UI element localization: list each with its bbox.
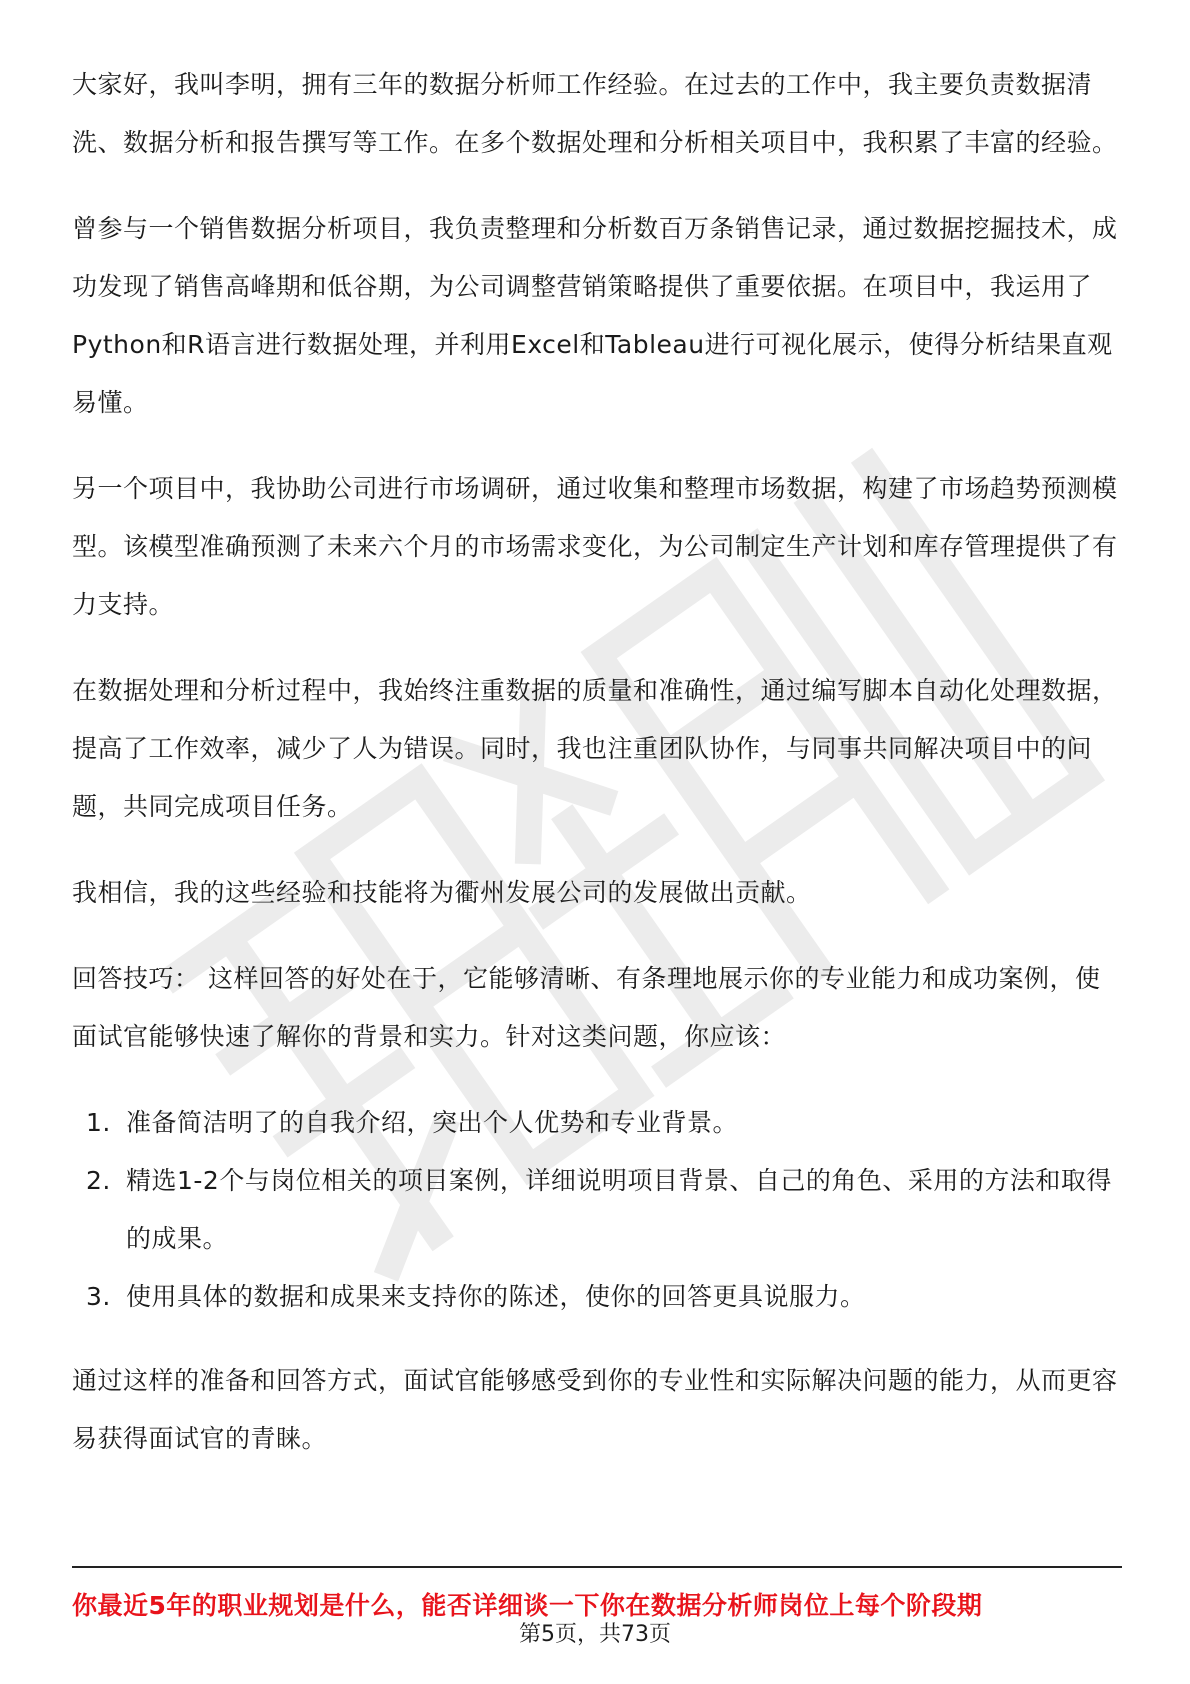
list-item <box>72 1094 1122 1152</box>
paragraph-closing: 通过这样的准备和回答方式，面试官能够感受到你的专业性和实际解决问题的能力，从而更容易获得面试官的青睐。 <box>72 1366 1118 1453</box>
paragraph-market-project: 另一个项目中，我协助公司进行市场调研，通过收集和整理市场数据，构建了市场趋势预测模型。该模型准确预测了未来六个月的市场需求变化，为公司制定生产计划和库存管理提供了有力支持。 <box>72 474 1118 619</box>
list-item <box>72 1268 1122 1326</box>
paragraph-intro: 大家好，我叫李明，拥有三年的数据分析师工作经验。在过去的工作中，我主要负责数据清洗、数据分析和报告撰写等工作。在多个数据处理和分析相关项目中，我积累了丰富的经验。 <box>72 70 1118 157</box>
next-question-heading: 你最近5年的职业规划是什么，能否详细谈一下你在数据分析师岗位上每个阶段期 <box>72 1591 983 1620</box>
list-item-number: 3. <box>86 1282 111 1311</box>
paragraph-data-quality: 在数据处理和分析过程中，我始终注重数据的质量和准确性，通过编写脚本自动化处理数据，提高了工作效率，减少了人为错误。同时，我也注重团队协作，与同事共同解决项目中的问题，共同完成项目任务。 <box>72 676 1118 821</box>
tips-list <box>72 1094 1122 1326</box>
paragraph-contribution: 我相信，我的这些经验和技能将为衢州发展公司的发展做出贡献。 <box>72 878 812 907</box>
page-number: 第5页，共73页 <box>519 1622 671 1647</box>
list-item-text: 精选1-2个与岗位相关的项目案例，详细说明项目背景、自己的角色、采用的方法和取得的成果。 <box>126 1166 1112 1253</box>
paragraph-sales-project: 曾参与一个销售数据分析项目，我负责整理和分析数百万条销售记录，通过数据挖掘技术，成功发现了销售高峰期和低谷期，为公司调整营销策略提供了重要依据。在项目中，我运用了Python和R语言进行数据处理，并利用Excel和Tableau进行可视化展示，使得分析结果直观易懂。 <box>72 214 1118 417</box>
paragraph-answer-tips: 回答技巧： 这样回答的好处在于，它能够清晰、有条理地展示你的专业能力和成功案例，使面试官能够快速了解你的背景和实力。针对这类问题，你应该： <box>72 964 1101 1051</box>
list-item-text: 使用具体的数据和成果来支持你的陈述，使你的回答更具说服力。 <box>126 1282 866 1311</box>
section-divider <box>72 1566 1122 1568</box>
list-item <box>72 1152 1122 1268</box>
list-item-number: 1. <box>86 1108 111 1137</box>
list-item-number: 2. <box>86 1166 111 1195</box>
document-body <box>72 56 1122 1496</box>
list-item-text: 准备简洁明了的自我介绍，突出个人优势和专业背景。 <box>126 1108 739 1137</box>
